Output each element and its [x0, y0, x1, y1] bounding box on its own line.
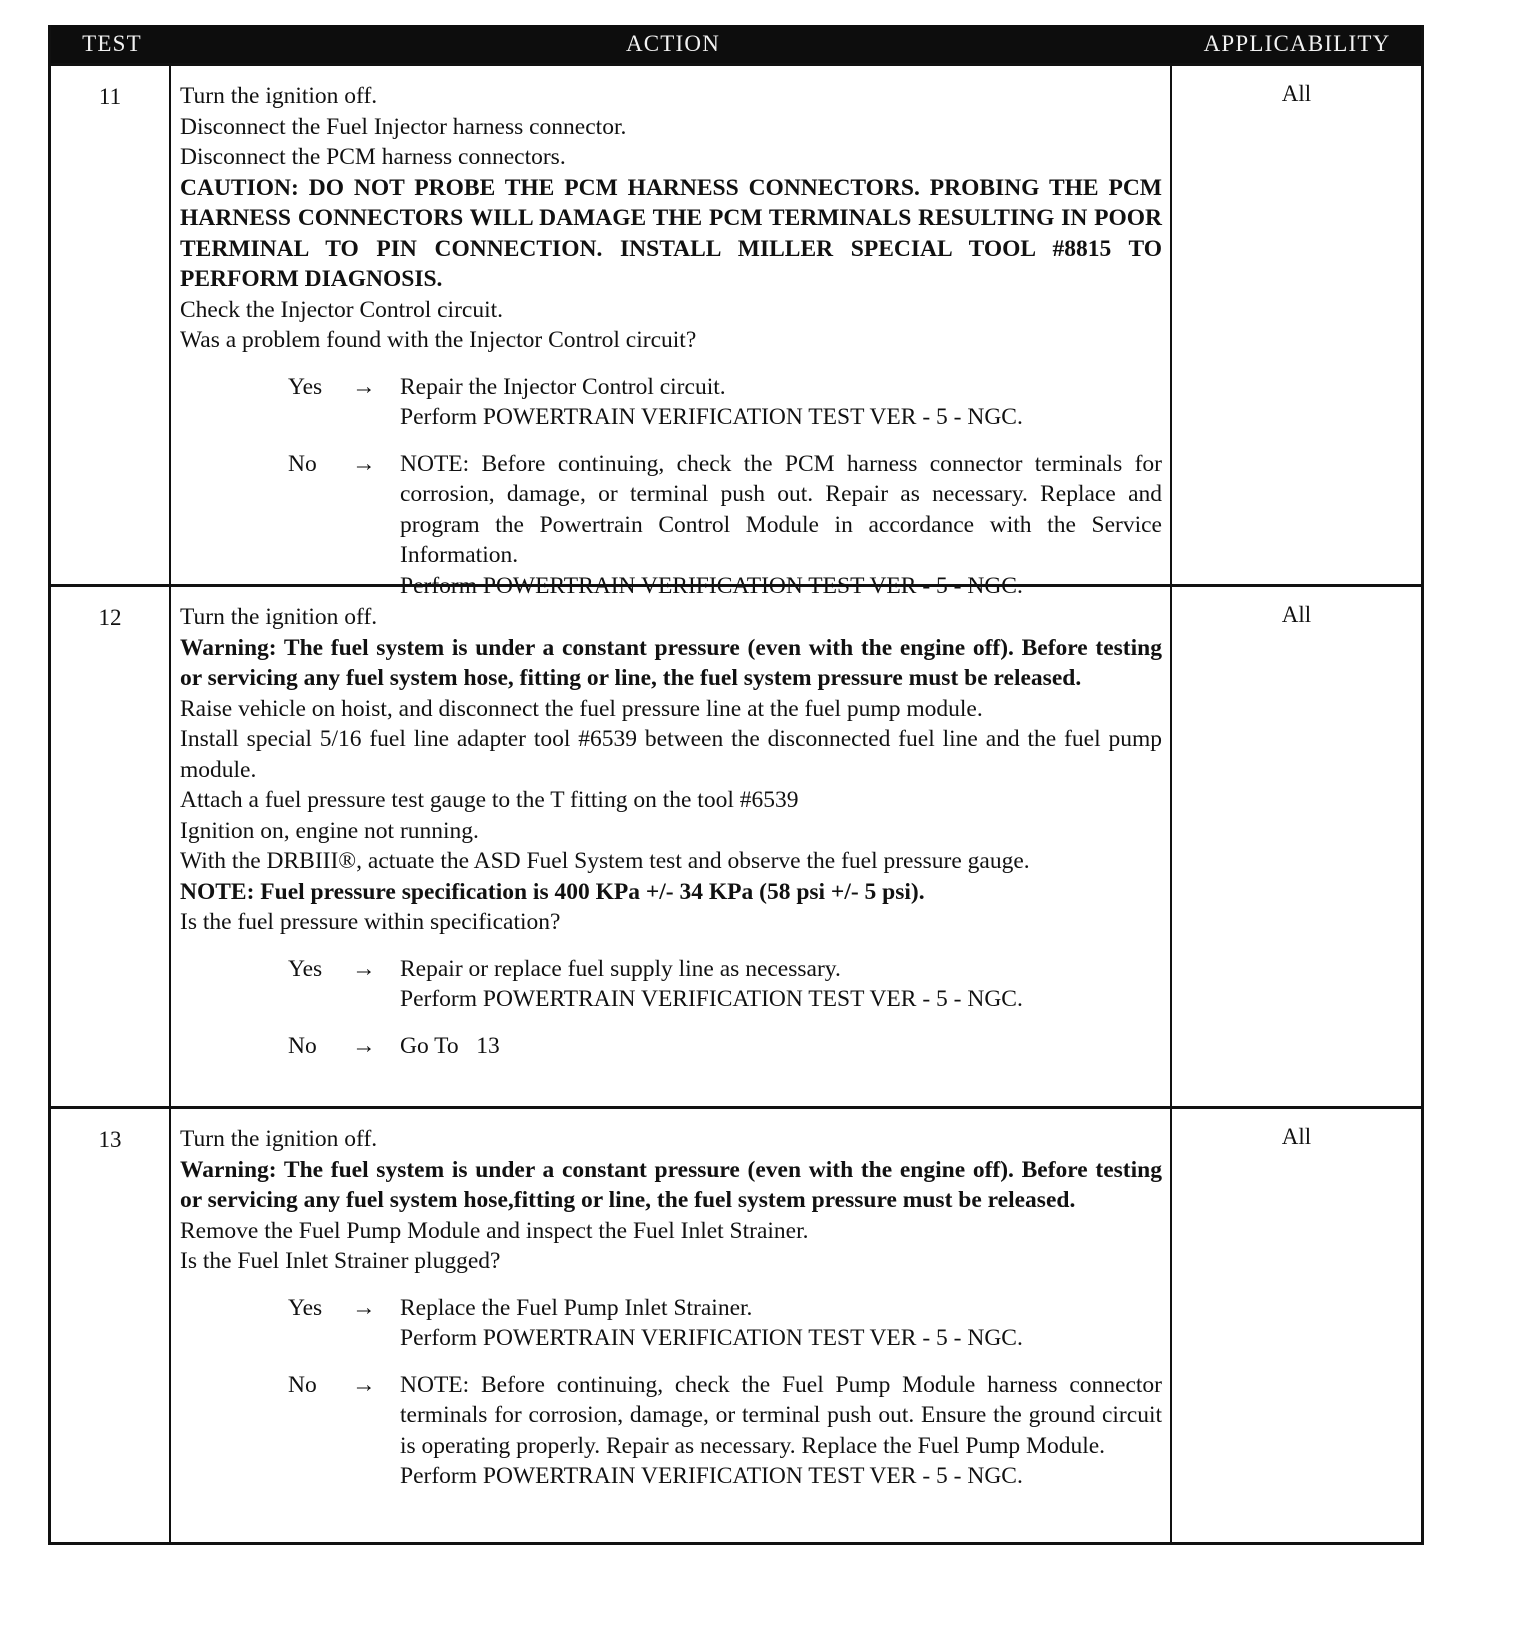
- yes-text-line: Perform POWERTRAIN VERIFICATION TEST VER - 5 - NGC.: [400, 986, 1023, 1012]
- header-action: ACTION: [625, 31, 721, 56]
- no-text-line: NOTE: Before continuing, check the PCM harness connector terminals for corrosion, damage, or terminal push out. Repair as necessary. Replace and program the Powertrain Control Module in accordance with the Service Information.: [400, 450, 1162, 568]
- no-label: No: [288, 1371, 317, 1398]
- yes-text-line: Perform POWERTRAIN VERIFICATION TEST VER - 5 - NGC.: [400, 1325, 1023, 1351]
- action-step: Disconnect the PCM harness connectors.: [180, 144, 566, 170]
- test-number: 11: [51, 66, 171, 584]
- arrow-right-icon: →: [352, 1294, 376, 1321]
- arrow-right-icon: →: [352, 955, 376, 982]
- no-text: [400, 1031, 1162, 1062]
- action-step: Turn the ignition off.: [180, 1126, 378, 1152]
- no-text-line: Go To 13: [400, 1032, 500, 1059]
- yes-text-line: Perform POWERTRAIN VERIFICATION TEST VER - 5 - NGC.: [400, 404, 1023, 430]
- no-text-line: Perform POWERTRAIN VERIFICATION TEST VER - 5 - NGC.: [400, 572, 1023, 599]
- caution-text: CAUTION: DO NOT PROBE THE PCM HARNESS CONNECTORS. PROBING THE PCM HARNESS CONNECTORS WILL DAMAGE THE PCM TERMINALS RESULTING IN POOR TERMINAL TO PIN CONNECTION. INSTALL MILLER SPECIAL TOOL #8815 TO PERFORM DIAGNOSIS.: [180, 174, 1162, 292]
- yes-answer: [288, 954, 1162, 1015]
- test-row-13: [51, 1106, 1421, 1542]
- no-text: [400, 449, 1162, 602]
- yes-label: Yes: [288, 955, 323, 982]
- no-label: No: [288, 1032, 317, 1059]
- no-answer: [288, 1370, 1162, 1492]
- question-text: Is the Fuel Inlet Strainer plugged?: [180, 1248, 501, 1274]
- test-number: 12: [51, 587, 171, 1106]
- question-text: Was a problem found with the Injector Control circuit?: [180, 327, 697, 353]
- arrow-right-icon: →: [352, 450, 376, 477]
- arrow-right-icon: →: [352, 1032, 376, 1059]
- action-step: Check the Injector Control circuit.: [180, 296, 504, 323]
- no-text-line: NOTE: Before continuing, check the Fuel Pump Module harness connector terminals for corrosion, damage, or terminal push out. Ensure the ground circuit is operating properly. Repair as necessary. Replace the Fuel Pump Module.: [400, 1371, 1162, 1459]
- action-cell: [171, 66, 1172, 599]
- header-test: TEST: [82, 31, 142, 56]
- yes-text-line: Replace the Fuel Pump Inlet Strainer.: [400, 1294, 753, 1321]
- arrow-right-icon: →: [352, 373, 376, 400]
- no-text-line: Perform POWERTRAIN VERIFICATION TEST VER - 5 - NGC.: [400, 1463, 1023, 1489]
- yes-text: [400, 1293, 1162, 1354]
- applicability: All: [1281, 1124, 1312, 1149]
- action-step: Disconnect the Fuel Injector harness connector.: [180, 113, 627, 140]
- action-step: Install special 5/16 fuel line adapter tool #6539 between the disconnected fuel line and the fuel pump module.: [180, 726, 1162, 783]
- action-cell: [171, 587, 1172, 1106]
- yes-text: [400, 372, 1162, 433]
- test-row-12: [51, 584, 1421, 1106]
- warning-text: Warning: The fuel system is under a constant pressure (even with the engine off). Before testing or servicing any fuel system hose, fitting or line, the fuel system pressure must be released.: [180, 634, 1162, 691]
- action-step: Turn the ignition off.: [180, 604, 378, 630]
- action-step: Raise vehicle on hoist, and disconnect the fuel pressure line at the fuel pump module.: [180, 695, 983, 722]
- no-answer: [288, 449, 1162, 602]
- test-number: 13: [51, 1109, 171, 1542]
- action-step: Attach a fuel pressure test gauge to the T fitting on the tool #6539: [180, 787, 799, 813]
- question-text: Is the fuel pressure within specification?: [180, 909, 561, 935]
- note-text: NOTE: Fuel pressure specification is 400 KPa +/- 34 KPa (58 psi +/- 5 psi).: [180, 878, 925, 905]
- applicability: All: [1281, 602, 1312, 627]
- yes-text-line: Repair the Injector Control circuit.: [400, 373, 726, 400]
- yes-label: Yes: [288, 373, 323, 400]
- yes-text: [400, 954, 1162, 1015]
- test-row-11: [51, 63, 1421, 599]
- action-step: Remove the Fuel Pump Module and inspect the Fuel Inlet Strainer.: [180, 1217, 809, 1244]
- no-label: No: [288, 450, 317, 477]
- yes-text-line: Repair or replace fuel supply line as necessary.: [400, 955, 841, 982]
- action-step: With the DRBIII®, actuate the ASD Fuel System test and observe the fuel pressure gauge.: [180, 848, 1030, 874]
- yes-answer: [288, 1293, 1162, 1354]
- action-step: Ignition on, engine not running.: [180, 817, 479, 844]
- warning-text: Warning: The fuel system is under a constant pressure (even with the engine off). Before testing or servicing any fuel system hose,fitting or line, the fuel system pressure must be released.: [180, 1156, 1162, 1213]
- header-applicability: APPLICABILITY: [1203, 31, 1391, 56]
- action-step: Turn the ignition off.: [180, 83, 378, 109]
- yes-label: Yes: [288, 1294, 323, 1321]
- arrow-right-icon: →: [352, 1371, 376, 1398]
- no-text: [400, 1370, 1162, 1492]
- table-header: [51, 25, 1421, 63]
- no-answer: [288, 1031, 1162, 1062]
- action-cell: [171, 1109, 1172, 1542]
- diagnostic-test-table: [48, 25, 1424, 1545]
- applicability: All: [1281, 81, 1312, 106]
- yes-answer: [288, 372, 1162, 433]
